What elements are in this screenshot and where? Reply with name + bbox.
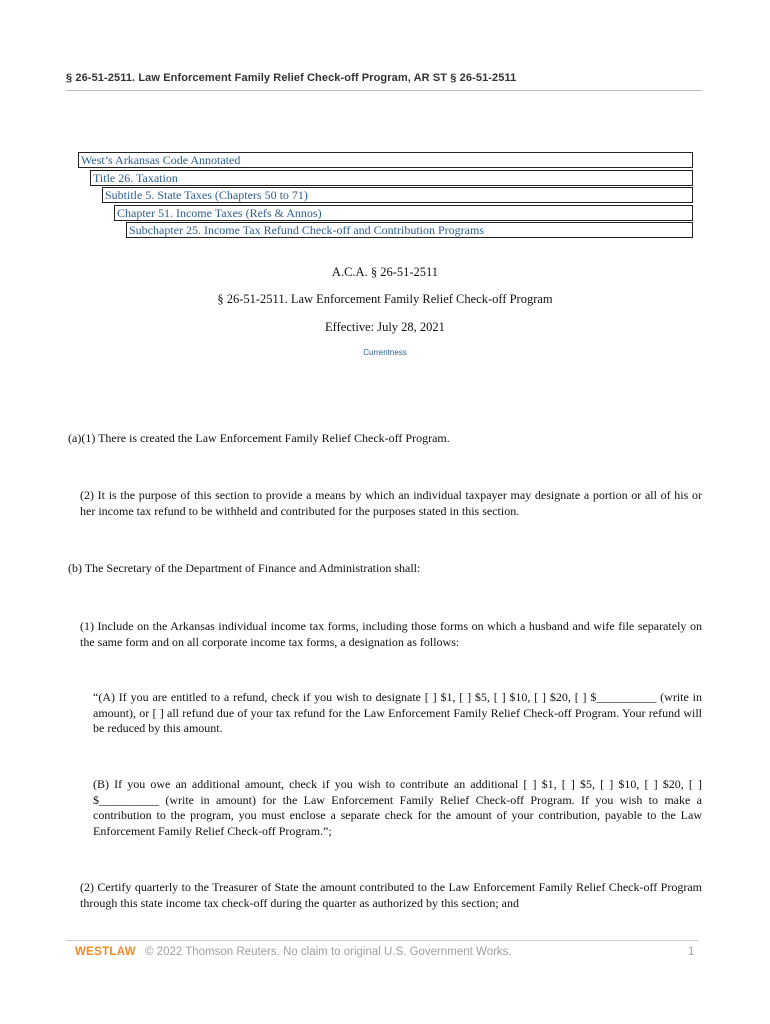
footer-copyright: © 2022 Thomson Reuters. No claim to original U.S. Government Works. [145, 946, 512, 958]
statute-citation: A.C.A. § 26-51-2511 [331, 265, 439, 279]
breadcrumb-code[interactable]: West’s Arkansas Code Annotated [78, 152, 693, 168]
paragraph-b: (b) The Secretary of the Department of Finance and Administration shall: [68, 561, 421, 575]
effective-date: Effective: July 28, 2021 [325, 320, 445, 334]
paragraph-a1: (a)(1) There is created the Law Enforcement Family Relief Check-off Program. [68, 431, 450, 445]
paragraph-b1: (1) Include on the Arkansas individual income tax forms, including those forms on which a husband and wife file separately on the same form and on all corporate income tax forms, a designation as follows: [80, 619, 702, 649]
breadcrumb-chapter[interactable]: Chapter 51. Income Taxes (Refs & Annos) [114, 205, 693, 221]
page-number: 1 [688, 946, 695, 958]
breadcrumb-subchapter[interactable]: Subchapter 25. Income Tax Refund Check-off and Contribution Programs [126, 222, 693, 238]
header-divider [66, 90, 702, 91]
breadcrumb-title[interactable]: Title 26. Taxation [90, 170, 693, 186]
footer-divider [66, 940, 698, 941]
section-title: § 26-51-2511. Law Enforcement Family Relief Check-off Program [217, 292, 553, 306]
westlaw-logo: WESTLAW [75, 946, 136, 958]
breadcrumb-subtitle[interactable]: Subtitle 5. State Taxes (Chapters 50 to 71) [102, 187, 693, 203]
currentness-link[interactable]: Currentness [363, 348, 407, 357]
document-header-title: § 26-51-2511. Law Enforcement Family Relief Check-off Program, AR ST § 26-51-2511 [66, 72, 517, 84]
paragraph-b1-B: (B) If you owe an additional amount, check if you wish to contribute an additional [ ] $1, [ ] $5, [ ] $10, [ ] $20, [ ] $__________ (write in amount) for the Law Enforcement Family Relief Check-off Program. If you wish to make a contribution to the program, you must enclose a separate check for the amount of your contribution, payable to the Law Enforcement Family Relief Check-off Program.”; [93, 777, 702, 838]
paragraph-b2: (2) Certify quarterly to the Treasurer of State the amount contributed to the Law Enforcement Family Relief Check-off Program through this state income tax check-off during the quarter as authorized by this section; and [80, 880, 702, 910]
paragraph-b1-A: “(A) If you are entitled to a refund, check if you wish to designate [ ] $1, [ ] $5, [ ] $10, [ ] $20, [ ] $__________ (write in amount), or [ ] all refund due of your tax refund for the Law Enforcement Family Relief Check-off Program. Your refund will be reduced by this amount. [93, 690, 702, 735]
paragraph-a2: (2) It is the purpose of this section to provide a means by which an individual taxpayer may designate a portion or all of his or her income tax refund to be withheld and contributed for the purposes stated in this section. [80, 488, 702, 518]
